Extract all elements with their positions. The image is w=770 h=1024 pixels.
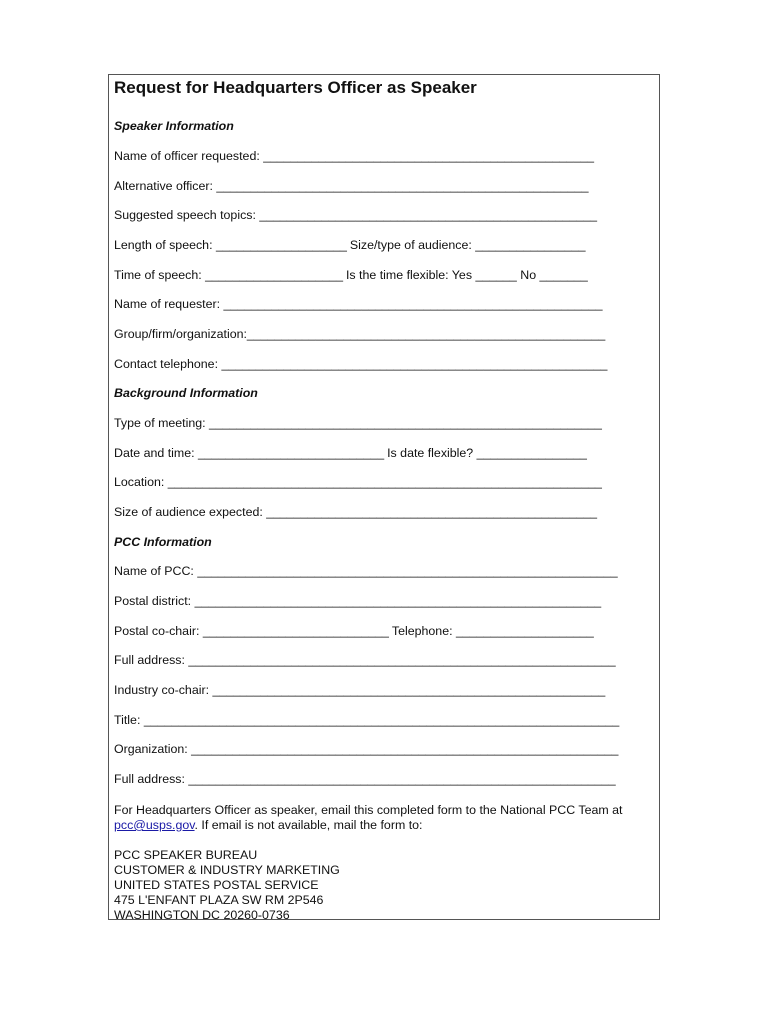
date-time-field[interactable]: Date and time: ___________________________: [114, 446, 385, 460]
address-line: WASHINGTON DC 20260-0736: [114, 908, 290, 922]
address-line: UNITED STATES POSTAL SERVICE: [114, 878, 319, 892]
email-link[interactable]: pcc@usps.gov: [114, 818, 195, 832]
contact-telephone-field[interactable]: Contact telephone: ________________________________________________________: [114, 357, 608, 371]
title-field[interactable]: Title: _____________________________________________________________________: [114, 713, 620, 727]
pcc-name-field[interactable]: Name of PCC: _____________________________________________________________: [114, 564, 618, 578]
alternative-officer-field[interactable]: Alternative officer: ______________________________________________________: [114, 179, 589, 193]
address-line: PCC SPEAKER BUREAU: [114, 848, 258, 862]
cochair-row: [114, 623, 594, 639]
footer-text-1: For Headquarters Officer as speaker, email this completed form to the National PCC Team at: [114, 803, 623, 817]
full-address-field-2[interactable]: Full address: ______________________________________________________________: [114, 772, 616, 786]
date-row: [114, 445, 587, 461]
speech-topics-field[interactable]: Suggested speech topics: _________________________________________________: [114, 208, 598, 222]
address-line: 475 L'ENFANT PLAZA SW RM 2P546: [114, 893, 324, 907]
address-line: CUSTOMER & INDUSTRY MARKETING: [114, 863, 340, 877]
meeting-type-field[interactable]: Type of meeting: _________________________________________________________: [114, 416, 602, 430]
time-flexible-field[interactable]: Is the time flexible: Yes ______ No _______: [345, 268, 588, 282]
location-field[interactable]: Location: _______________________________________________________________: [114, 475, 602, 489]
footer-text-2: . If email is not available, mail the form to:: [194, 818, 423, 832]
audience-size-field[interactable]: Size of audience expected: ________________________________________________: [114, 505, 598, 519]
audience-type-field[interactable]: Size/type of audience: ________________: [349, 238, 586, 252]
postal-cochair-field[interactable]: Postal co-chair: ___________________________: [114, 624, 389, 638]
organization-name-field[interactable]: Organization: ______________________________________________________________: [114, 742, 619, 756]
section-heading-pcc: PCC Information: [114, 535, 212, 549]
industry-cochair-field[interactable]: Industry co-chair: _________________________________________________________: [114, 683, 606, 697]
mailing-address: [114, 848, 340, 923]
officer-requested-field[interactable]: Name of officer requested: ________________________________________________: [114, 149, 594, 163]
postal-district-field[interactable]: Postal district: ___________________________________________________________: [114, 594, 602, 608]
section-heading-speaker: Speaker Information: [114, 119, 234, 133]
length-audience-row: [114, 237, 586, 253]
organization-field[interactable]: Group/firm/organization:____________________________________________________: [114, 327, 606, 341]
footer-instructions: [114, 803, 654, 833]
full-address-field[interactable]: Full address: ______________________________________________________________: [114, 653, 616, 667]
time-row: [114, 267, 588, 283]
requester-name-field[interactable]: Name of requester: _______________________________________________________: [114, 297, 603, 311]
speech-time-field[interactable]: Time of speech: ____________________: [114, 268, 343, 282]
speech-length-field[interactable]: Length of speech: ___________________: [114, 238, 347, 252]
cochair-telephone-field[interactable]: Telephone: ____________________: [391, 624, 594, 638]
speaker-request-form: [108, 74, 660, 920]
form-title: Request for Headquarters Officer as Speaker: [114, 78, 477, 97]
date-flexible-field[interactable]: Is date flexible? ________________: [387, 446, 587, 460]
section-heading-background: Background Information: [114, 386, 258, 400]
